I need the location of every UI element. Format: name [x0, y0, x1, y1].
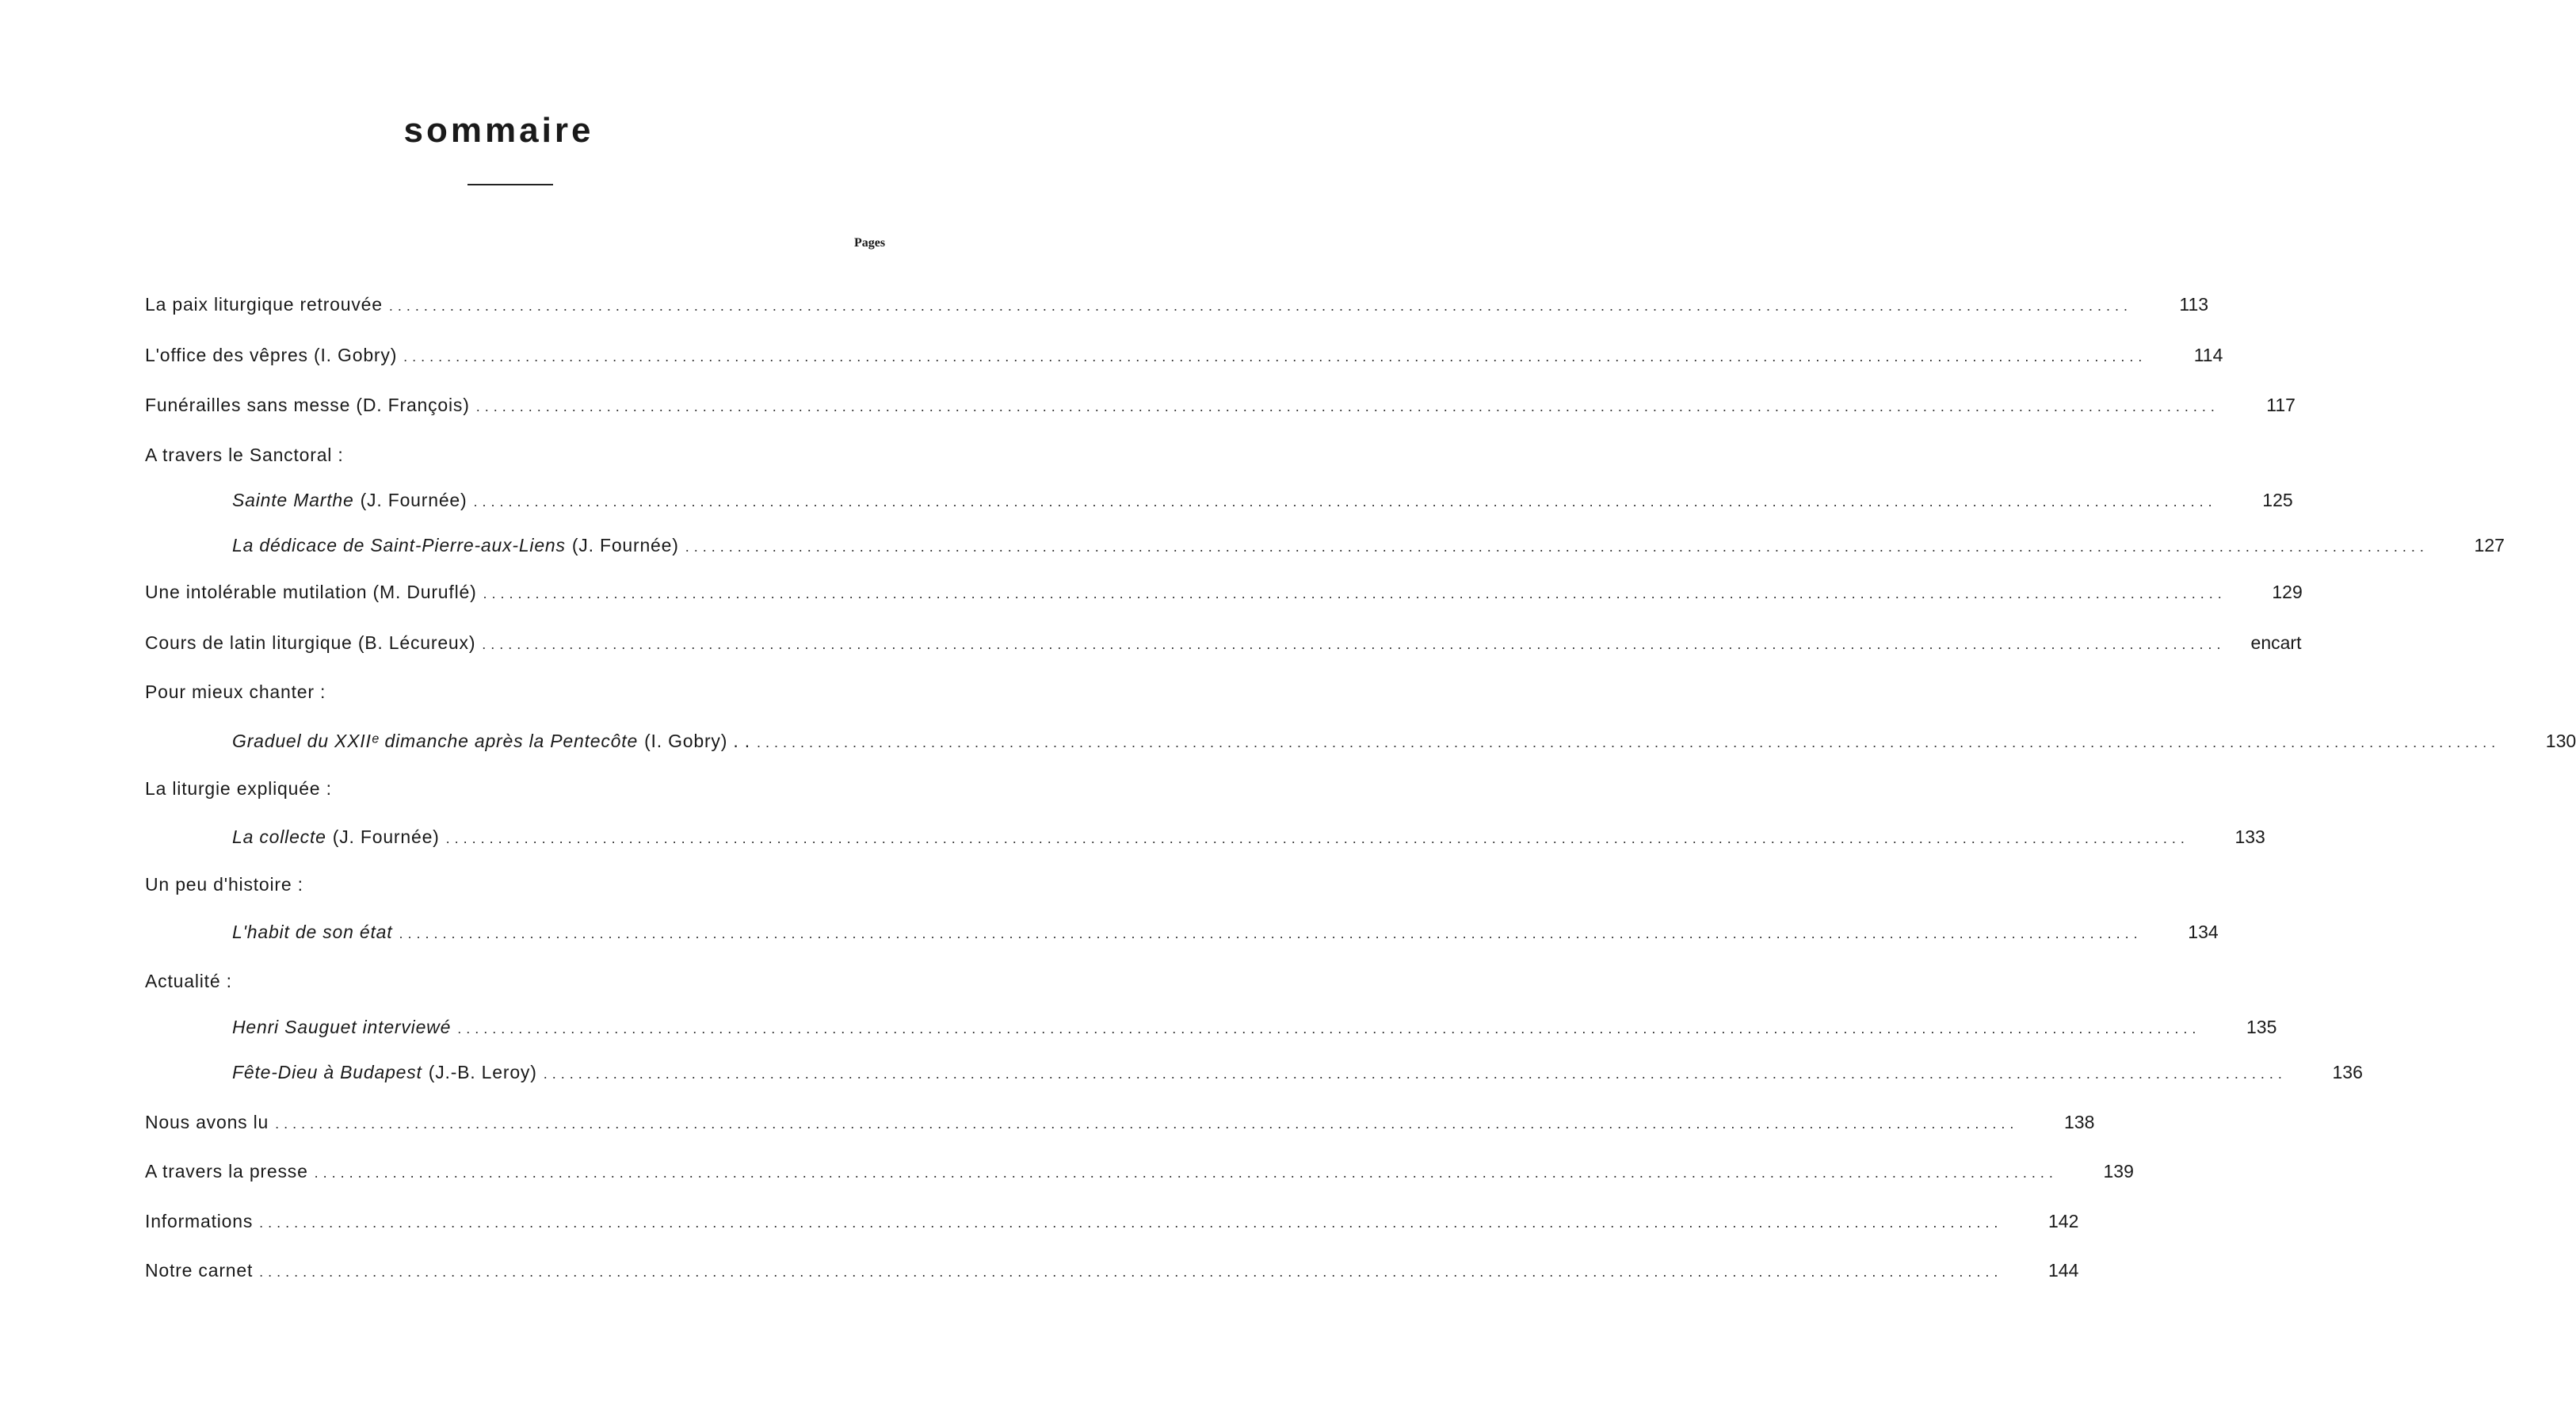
toc-page-number: 125 [2262, 490, 2293, 510]
toc-entry-label: Nous avons lu [145, 1112, 269, 1132]
toc-page-number: 142 [2047, 1211, 2079, 1231]
toc-page-number: 134 [2188, 922, 2219, 942]
dot-leader: ........................................................................................................................................................................................................ [314, 1165, 2058, 1181]
dot-leader: ........................................................................................................................................................................................................ [483, 586, 2227, 601]
toc-entry-author: (J.-B. Leroy) [428, 1062, 537, 1082]
toc-entry-title: Henri Sauguet interviewé [232, 1017, 452, 1037]
toc-page-number: 139 [2103, 1161, 2134, 1181]
dot-leader: ........................................................................................................................................................................................................ [445, 830, 2189, 846]
toc-entry-title: Fête-Dieu à Budapest [232, 1062, 422, 1082]
toc-section-heading: Un peu d'histoire : [145, 874, 303, 895]
toc-entry-title: Graduel du XXIIᵉ dimanche après la Pentecôte [232, 731, 639, 751]
page-title: sommaire [403, 111, 594, 150]
toc-entry-author: (J. Fournée) [332, 826, 440, 847]
toc-subentry [232, 919, 2219, 945]
toc-entry-title: La dédicace de Saint-Pierre-aux-Liens [232, 535, 566, 555]
toc-entry [145, 630, 2302, 655]
toc-subentry [232, 1059, 2363, 1085]
toc-entry [145, 1159, 2134, 1184]
toc-entry [145, 579, 2303, 605]
toc-entry-label: Notre carnet [145, 1260, 254, 1281]
dot-leader: ........................................................................................................................................................................................................ [259, 1215, 2003, 1231]
toc-entry [145, 392, 2296, 418]
toc-page-number: 136 [2332, 1062, 2363, 1082]
toc-entry-title: L'habit de son état [232, 922, 393, 942]
toc-entry-label: La paix liturgique retrouvée [145, 294, 383, 315]
toc-page-number: 144 [2047, 1260, 2079, 1281]
toc-subentry [232, 487, 2293, 513]
toc-entry-author: (J. Fournée) [360, 490, 467, 510]
toc-entry-title: La collecte [232, 826, 326, 847]
toc-entry-label [232, 919, 392, 945]
dot-leader: ........................................................................................................................................................................................................ [482, 636, 2226, 652]
title-divider [467, 184, 553, 185]
toc-entry-label: Cours de latin liturgique (B. Lécureux) [145, 632, 476, 653]
toc-section-heading: Actualité : [145, 971, 232, 991]
toc-page-number: 113 [2179, 294, 2209, 315]
toc-entry-label: A travers la presse [145, 1161, 308, 1181]
toc-entry-label: Informations [145, 1211, 254, 1231]
toc-entry-label: L'office des vêpres (I. Gobry) [145, 345, 398, 365]
toc-subentry [232, 1014, 2277, 1040]
toc-page-number: 129 [2272, 582, 2303, 602]
dot-leader: ........................................................................................................................................................................................................ [388, 298, 2133, 314]
toc-entry [145, 292, 2209, 317]
toc-entry-label [232, 1059, 422, 1085]
toc-section-heading: Pour mieux chanter : [145, 681, 326, 702]
dot-leader: ........................................................................................................................................................................................................ [403, 349, 2147, 365]
dot-leader: ........................................................................................................................................................................................................ [259, 1264, 2003, 1280]
dot-leader: ........................................................................................................................................................................................................ [685, 539, 2429, 555]
toc-entry-label: Funérailles sans messe (D. François) [145, 395, 470, 415]
pages-column-header: Pages [854, 236, 886, 250]
dot-leader: ........................................................................................................................................................................................................ [457, 1021, 2201, 1036]
toc-entry [145, 1258, 2079, 1283]
toc-page-number: 117 [2266, 395, 2296, 415]
toc-subentry [232, 728, 2576, 754]
dot-leader: ........................................................................................................................................................................................................ [473, 494, 2217, 510]
toc-entry-label [232, 1014, 451, 1040]
dot-leader: ........................................................................................................................................................................................................ [399, 926, 2143, 941]
toc-subentry [232, 533, 2505, 558]
toc-page-number: 135 [2246, 1017, 2277, 1037]
toc-page-number: 130 [2545, 731, 2576, 751]
toc-subentry [232, 824, 2265, 849]
toc-page-number: 114 [2193, 345, 2223, 365]
toc-entry-label [232, 728, 638, 754]
dot-leader: ........................................................................................................................................................................................................ [275, 1116, 2019, 1132]
dot-leader: ........................................................................................................................................................................................................ [475, 399, 2219, 414]
toc-entry-author: (I. Gobry) . . [644, 731, 750, 751]
toc-section-heading: La liturgie expliquée : [145, 778, 332, 799]
toc-entry-label [232, 824, 326, 849]
toc-page-number: encart [2250, 632, 2302, 653]
toc-entry-label [232, 487, 354, 513]
toc-entry [145, 342, 2223, 368]
toc-entry-author: (J. Fournée) [571, 535, 679, 555]
dot-leader: ........................................................................................................................................................................................................ [543, 1066, 2287, 1082]
toc-entry [145, 1208, 2079, 1234]
toc-entry-title: Sainte Marthe [232, 490, 354, 510]
toc-page-number: 133 [2234, 826, 2265, 847]
toc-page-number: 127 [2474, 535, 2505, 555]
toc-page-number: 138 [2063, 1112, 2095, 1132]
toc-entry-label [232, 533, 566, 558]
dot-leader: ........................................................................................................................................................................................................ [756, 735, 2501, 750]
toc-entry [145, 1109, 2095, 1135]
toc-entry-label: Une intolérable mutilation (M. Duruflé) [145, 582, 477, 602]
toc-section-heading: A travers le Sanctoral : [145, 445, 344, 465]
